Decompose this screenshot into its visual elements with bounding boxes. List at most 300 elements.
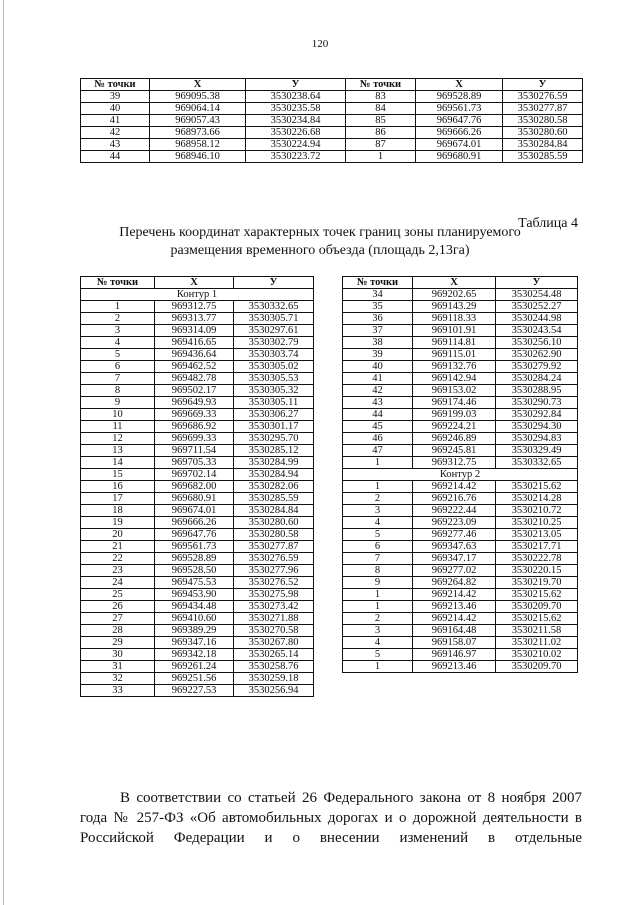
table-cell: 969202.65 bbox=[413, 289, 496, 301]
table-cell: 3530223.72 bbox=[246, 151, 346, 163]
table-row bbox=[343, 661, 578, 673]
table-cell: 3530262.90 bbox=[496, 349, 578, 361]
table-cell: 969342.18 bbox=[155, 649, 234, 661]
table-cell: 969224.21 bbox=[413, 421, 496, 433]
table-cell: 969245.81 bbox=[413, 445, 496, 457]
table-cell: 969118.33 bbox=[413, 313, 496, 325]
table-cell: 969153.02 bbox=[413, 385, 496, 397]
table-cell: 968958.12 bbox=[150, 139, 246, 151]
table-row bbox=[81, 409, 314, 421]
table-cell: 3530302.79 bbox=[234, 337, 314, 349]
table-cell: 969115.01 bbox=[413, 349, 496, 361]
table-cell: 3530329.49 bbox=[496, 445, 578, 457]
table-cell: 3530280.58 bbox=[503, 115, 583, 127]
table-row bbox=[81, 637, 314, 649]
table-cell: 3530213.05 bbox=[496, 529, 578, 541]
table-cell: 10 bbox=[81, 409, 155, 421]
table-row bbox=[81, 445, 314, 457]
table-cell: 39 bbox=[81, 91, 150, 103]
table-cell: 3530267.80 bbox=[234, 637, 314, 649]
table-cell: 9 bbox=[81, 397, 155, 409]
table-row bbox=[343, 529, 578, 541]
table-cell: 45 bbox=[343, 421, 413, 433]
table-cell: 40 bbox=[81, 103, 150, 115]
table-row bbox=[81, 385, 314, 397]
table-cell: 46 bbox=[343, 433, 413, 445]
table-cell: 3530252.27 bbox=[496, 301, 578, 313]
table-cell: 30 bbox=[81, 649, 155, 661]
paragraph-line: года № 257-ФЗ «Об автомобильных дорогах и о дорожной деятельности в bbox=[80, 810, 582, 826]
table-cell: 27 bbox=[81, 613, 155, 625]
table-cell: 21 bbox=[81, 541, 155, 553]
table-row bbox=[81, 481, 314, 493]
table-cell: 3530224.94 bbox=[246, 139, 346, 151]
table-cell: 41 bbox=[81, 115, 150, 127]
table-cell: 3530285.59 bbox=[234, 493, 314, 505]
table-cell: 3530305.53 bbox=[234, 373, 314, 385]
table-cell: 3530220.15 bbox=[496, 565, 578, 577]
table-cell: 3530259.18 bbox=[234, 673, 314, 685]
table-cell: 16 bbox=[81, 481, 155, 493]
table-cell: 969095.38 bbox=[150, 91, 246, 103]
table-cell: 3530234.84 bbox=[246, 115, 346, 127]
table-cell: 3530235.58 bbox=[246, 103, 346, 115]
table-cell: 3530280.58 bbox=[234, 529, 314, 541]
table-cell: 3530222.78 bbox=[496, 553, 578, 565]
column-header: У bbox=[246, 79, 346, 91]
table-row bbox=[343, 421, 578, 433]
table-cell: 3530219.70 bbox=[496, 577, 578, 589]
table-cell: 969227.53 bbox=[155, 685, 234, 697]
table-row bbox=[81, 421, 314, 433]
table-cell: 3530305.11 bbox=[234, 397, 314, 409]
table-row bbox=[343, 493, 578, 505]
table-row bbox=[81, 313, 314, 325]
coordinates-table-left bbox=[80, 276, 314, 697]
table-cell: 41 bbox=[343, 373, 413, 385]
table-cell: 1 bbox=[81, 301, 155, 313]
table-cell: 13 bbox=[81, 445, 155, 457]
table-cell: 14 bbox=[81, 457, 155, 469]
table-cell: 3530271.88 bbox=[234, 613, 314, 625]
table-row bbox=[343, 541, 578, 553]
table-cell: 3530244.98 bbox=[496, 313, 578, 325]
table-cell: 3530243.54 bbox=[496, 325, 578, 337]
table-cell: 23 bbox=[81, 565, 155, 577]
table-cell: 3530284.94 bbox=[234, 469, 314, 481]
table-cell: 43 bbox=[343, 397, 413, 409]
table-cell: 3530294.83 bbox=[496, 433, 578, 445]
table-cell: 6 bbox=[81, 361, 155, 373]
table-cell: 86 bbox=[346, 127, 416, 139]
table-row bbox=[81, 337, 314, 349]
table-cell: 3530280.60 bbox=[234, 517, 314, 529]
table-cell: 969199.03 bbox=[413, 409, 496, 421]
table-cell: 37 bbox=[343, 325, 413, 337]
table-cell: 969561.73 bbox=[416, 103, 503, 115]
table-row bbox=[343, 337, 578, 349]
table-cell: 969389.29 bbox=[155, 625, 234, 637]
table-cell: 12 bbox=[81, 433, 155, 445]
table-cell: 40 bbox=[343, 361, 413, 373]
table-cell: 3530276.59 bbox=[503, 91, 583, 103]
table-cell: 25 bbox=[81, 589, 155, 601]
table-cell: 3530277.87 bbox=[234, 541, 314, 553]
table-cell: 968973.66 bbox=[150, 127, 246, 139]
table-cell: 3530332.65 bbox=[496, 457, 578, 469]
table-cell: 3530226.68 bbox=[246, 127, 346, 139]
table-cell: 1 bbox=[343, 481, 413, 493]
table-cell: 3530209.70 bbox=[496, 661, 578, 673]
table-cell: 3530256.94 bbox=[234, 685, 314, 697]
table-cell: 969686.92 bbox=[155, 421, 234, 433]
column-header: X bbox=[413, 277, 496, 289]
table-cell: 3530301.17 bbox=[234, 421, 314, 433]
table-cell: 17 bbox=[81, 493, 155, 505]
table-cell: 969647.76 bbox=[416, 115, 503, 127]
column-header: У bbox=[503, 79, 583, 91]
table-row bbox=[81, 589, 314, 601]
table-cell: 969666.26 bbox=[155, 517, 234, 529]
table-cell: 1 bbox=[343, 601, 413, 613]
table-row bbox=[81, 457, 314, 469]
section-title bbox=[60, 224, 580, 260]
table-row bbox=[81, 673, 314, 685]
table-row bbox=[81, 91, 583, 103]
table-cell: 3530270.58 bbox=[234, 625, 314, 637]
table-cell: 3530238.64 bbox=[246, 91, 346, 103]
table-cell: 3530265.14 bbox=[234, 649, 314, 661]
table-cell: 3530305.71 bbox=[234, 313, 314, 325]
page-number: 120 bbox=[311, 38, 329, 50]
table-row bbox=[343, 649, 578, 661]
table-cell: 969347.63 bbox=[413, 541, 496, 553]
table-row bbox=[343, 613, 578, 625]
table-cell: 969174.46 bbox=[413, 397, 496, 409]
table-cell: 969277.46 bbox=[413, 529, 496, 541]
table-cell: 3530285.12 bbox=[234, 445, 314, 457]
table-row bbox=[81, 469, 314, 481]
table-caption: Таблица 4 bbox=[518, 216, 578, 231]
paragraph-line: В соответствии со статьей 26 Федерального закона от 8 ноября 2007 bbox=[120, 790, 582, 806]
table-cell: 34 bbox=[343, 289, 413, 301]
table-cell: 969214.42 bbox=[413, 613, 496, 625]
table-row bbox=[343, 517, 578, 529]
table-cell: 969680.91 bbox=[155, 493, 234, 505]
table-cell: 3530305.02 bbox=[234, 361, 314, 373]
table-cell: 3530254.48 bbox=[496, 289, 578, 301]
table-row bbox=[343, 289, 578, 301]
table-cell: 3530273.42 bbox=[234, 601, 314, 613]
table-row bbox=[343, 385, 578, 397]
table-cell: 969264.82 bbox=[413, 577, 496, 589]
table-row bbox=[343, 445, 578, 457]
table-cell: 22 bbox=[81, 553, 155, 565]
table-cell: 3530275.98 bbox=[234, 589, 314, 601]
table-cell: 3530210.02 bbox=[496, 649, 578, 661]
table-row bbox=[343, 553, 578, 565]
column-header: № точки bbox=[346, 79, 416, 91]
table-cell: 969482.78 bbox=[155, 373, 234, 385]
table-cell: 969528.89 bbox=[155, 553, 234, 565]
table-cell: 11 bbox=[81, 421, 155, 433]
table-cell: 969214.42 bbox=[413, 589, 496, 601]
coordinates-table-right bbox=[342, 276, 578, 673]
contour-label: Контур 1 bbox=[81, 289, 314, 301]
table-header-row bbox=[343, 277, 578, 289]
table-row bbox=[81, 661, 314, 673]
table-row bbox=[81, 553, 314, 565]
table-cell: 969410.60 bbox=[155, 613, 234, 625]
table-cell: 26 bbox=[81, 601, 155, 613]
table-cell: 3530214.28 bbox=[496, 493, 578, 505]
table-cell: 4 bbox=[343, 517, 413, 529]
table-cell: 969347.17 bbox=[413, 553, 496, 565]
table-cell: 5 bbox=[343, 529, 413, 541]
table-cell: 5 bbox=[343, 649, 413, 661]
table-cell: 3530332.65 bbox=[234, 301, 314, 313]
table-row bbox=[343, 601, 578, 613]
table-cell: 28 bbox=[81, 625, 155, 637]
table-cell: 969057.43 bbox=[150, 115, 246, 127]
table-cell: 969261.24 bbox=[155, 661, 234, 673]
table-cell: 19 bbox=[81, 517, 155, 529]
table-cell: 1 bbox=[343, 589, 413, 601]
table-cell: 5 bbox=[81, 349, 155, 361]
table-cell: 3530211.58 bbox=[496, 625, 578, 637]
table-row bbox=[81, 397, 314, 409]
table-row bbox=[343, 349, 578, 361]
table-cell: 3530209.70 bbox=[496, 601, 578, 613]
table-row bbox=[81, 433, 314, 445]
section-title-line: размещения временного объезда (площадь 2,13га) bbox=[170, 243, 470, 258]
column-header: № точки bbox=[81, 79, 150, 91]
table-cell: 969453.90 bbox=[155, 589, 234, 601]
table-cell: 969064.14 bbox=[150, 103, 246, 115]
table-row bbox=[343, 373, 578, 385]
table-cell: 969251.56 bbox=[155, 673, 234, 685]
table-cell: 2 bbox=[343, 613, 413, 625]
table-cell: 3530210.72 bbox=[496, 505, 578, 517]
table-row bbox=[343, 361, 578, 373]
table-cell: 969164.48 bbox=[413, 625, 496, 637]
table-cell: 969143.29 bbox=[413, 301, 496, 313]
table-header-row bbox=[81, 277, 314, 289]
table-cell: 969674.01 bbox=[416, 139, 503, 151]
table-cell: 15 bbox=[81, 469, 155, 481]
table-cell: 42 bbox=[81, 127, 150, 139]
table-cell: 969475.53 bbox=[155, 577, 234, 589]
coordinates-table-continued bbox=[80, 78, 583, 163]
scan-edge-line bbox=[3, 0, 4, 905]
table-cell: 969223.09 bbox=[413, 517, 496, 529]
table-cell: 83 bbox=[346, 91, 416, 103]
table-row bbox=[343, 397, 578, 409]
table-row bbox=[81, 301, 314, 313]
column-header: X bbox=[155, 277, 234, 289]
table-row bbox=[343, 589, 578, 601]
table-cell: 39 bbox=[343, 349, 413, 361]
table-row bbox=[343, 301, 578, 313]
table-cell: 3530215.62 bbox=[496, 613, 578, 625]
table-cell: 969711.54 bbox=[155, 445, 234, 457]
table-row bbox=[343, 313, 578, 325]
table-cell: 969312.75 bbox=[155, 301, 234, 313]
table-cell: 3530297.61 bbox=[234, 325, 314, 337]
table-cell: 3530303.74 bbox=[234, 349, 314, 361]
table-cell: 31 bbox=[81, 661, 155, 673]
table-cell: 7 bbox=[81, 373, 155, 385]
table-cell: 3530276.52 bbox=[234, 577, 314, 589]
table-row bbox=[81, 577, 314, 589]
column-header: № точки bbox=[343, 277, 413, 289]
table-cell: 969213.46 bbox=[413, 601, 496, 613]
table-cell: 3530276.59 bbox=[234, 553, 314, 565]
table-row bbox=[81, 601, 314, 613]
table-row bbox=[81, 103, 583, 115]
table-row bbox=[81, 529, 314, 541]
table-cell: 44 bbox=[343, 409, 413, 421]
section-title-line: Перечень координат характерных точек границ зоны планируемого bbox=[119, 225, 521, 240]
table-cell: 3530277.96 bbox=[234, 565, 314, 577]
table-cell: 9 bbox=[343, 577, 413, 589]
table-row bbox=[81, 373, 314, 385]
table-cell: 969705.33 bbox=[155, 457, 234, 469]
table-row bbox=[81, 625, 314, 637]
table-row bbox=[81, 151, 583, 163]
table-cell: 3530285.59 bbox=[503, 151, 583, 163]
table-cell: 969313.77 bbox=[155, 313, 234, 325]
table-cell: 7 bbox=[343, 553, 413, 565]
table-row bbox=[81, 115, 583, 127]
contour-row bbox=[343, 469, 578, 481]
table-cell: 969222.44 bbox=[413, 505, 496, 517]
table-cell: 3530210.25 bbox=[496, 517, 578, 529]
table-cell: 3530256.10 bbox=[496, 337, 578, 349]
table-cell: 3530290.73 bbox=[496, 397, 578, 409]
table-cell: 20 bbox=[81, 529, 155, 541]
table-cell: 969246.89 bbox=[413, 433, 496, 445]
column-header: № точки bbox=[81, 277, 155, 289]
table-cell: 968946.10 bbox=[150, 151, 246, 163]
table-cell: 3530215.62 bbox=[496, 589, 578, 601]
table-row bbox=[343, 565, 578, 577]
table-cell: 33 bbox=[81, 685, 155, 697]
table-cell: 3530284.84 bbox=[503, 139, 583, 151]
table-cell: 43 bbox=[81, 139, 150, 151]
table-cell: 3530280.60 bbox=[503, 127, 583, 139]
table-cell: 969561.73 bbox=[155, 541, 234, 553]
table-cell: 4 bbox=[81, 337, 155, 349]
table-cell: 969434.48 bbox=[155, 601, 234, 613]
table-row bbox=[81, 349, 314, 361]
table-cell: 35 bbox=[343, 301, 413, 313]
table-cell: 1 bbox=[346, 151, 416, 163]
table-cell: 3 bbox=[343, 505, 413, 517]
table-cell: 29 bbox=[81, 637, 155, 649]
table-cell: 969312.75 bbox=[413, 457, 496, 469]
table-cell: 3530277.87 bbox=[503, 103, 583, 115]
table-cell: 1 bbox=[343, 661, 413, 673]
table-row bbox=[81, 139, 583, 151]
table-row bbox=[81, 541, 314, 553]
table-cell: 38 bbox=[343, 337, 413, 349]
table-cell: 969146.97 bbox=[413, 649, 496, 661]
table-cell: 969416.65 bbox=[155, 337, 234, 349]
table-cell: 47 bbox=[343, 445, 413, 457]
table-cell: 87 bbox=[346, 139, 416, 151]
table-cell: 3530306.27 bbox=[234, 409, 314, 421]
table-cell: 969158.07 bbox=[413, 637, 496, 649]
table-row bbox=[343, 433, 578, 445]
table-cell: 6 bbox=[343, 541, 413, 553]
table-cell: 969647.76 bbox=[155, 529, 234, 541]
table-cell: 85 bbox=[346, 115, 416, 127]
table-row bbox=[343, 625, 578, 637]
table-row bbox=[81, 361, 314, 373]
table-cell: 3530215.62 bbox=[496, 481, 578, 493]
table-cell: 1 bbox=[343, 457, 413, 469]
table-row bbox=[81, 325, 314, 337]
table-cell: 969132.76 bbox=[413, 361, 496, 373]
table-cell: 36 bbox=[343, 313, 413, 325]
table-cell: 969462.52 bbox=[155, 361, 234, 373]
table-cell: 3530294.30 bbox=[496, 421, 578, 433]
table-row bbox=[343, 325, 578, 337]
table-row bbox=[81, 649, 314, 661]
table-cell: 969216.76 bbox=[413, 493, 496, 505]
table-cell: 3530282.06 bbox=[234, 481, 314, 493]
table-cell: 969674.01 bbox=[155, 505, 234, 517]
table-row bbox=[81, 613, 314, 625]
contour-label: Контур 2 bbox=[343, 469, 578, 481]
table-header-row bbox=[81, 79, 583, 91]
table-cell: 969214.42 bbox=[413, 481, 496, 493]
table-row bbox=[81, 685, 314, 697]
table-cell: 969699.33 bbox=[155, 433, 234, 445]
table-cell: 8 bbox=[343, 565, 413, 577]
table-row bbox=[343, 457, 578, 469]
table-cell: 3530288.95 bbox=[496, 385, 578, 397]
table-cell: 969682.00 bbox=[155, 481, 234, 493]
table-cell: 3530284.84 bbox=[234, 505, 314, 517]
table-cell: 969649.93 bbox=[155, 397, 234, 409]
table-cell: 969528.50 bbox=[155, 565, 234, 577]
table-cell: 3530258.76 bbox=[234, 661, 314, 673]
table-row bbox=[81, 517, 314, 529]
table-cell: 32 bbox=[81, 673, 155, 685]
table-cell: 969101.91 bbox=[413, 325, 496, 337]
table-cell: 44 bbox=[81, 151, 150, 163]
table-cell: 969213.46 bbox=[413, 661, 496, 673]
table-cell: 42 bbox=[343, 385, 413, 397]
table-cell: 3530295.70 bbox=[234, 433, 314, 445]
table-cell: 969314.09 bbox=[155, 325, 234, 337]
table-cell: 969114.81 bbox=[413, 337, 496, 349]
table-cell: 18 bbox=[81, 505, 155, 517]
paragraph-line: Российской Федерации и о внесении изменений в отдельные bbox=[80, 830, 582, 846]
table-row bbox=[81, 493, 314, 505]
table-row bbox=[343, 505, 578, 517]
table-cell: 969528.89 bbox=[416, 91, 503, 103]
table-cell: 969680.91 bbox=[416, 151, 503, 163]
table-cell: 969666.26 bbox=[416, 127, 503, 139]
table-cell: 969436.64 bbox=[155, 349, 234, 361]
table-cell: 84 bbox=[346, 103, 416, 115]
table-cell: 3530284.99 bbox=[234, 457, 314, 469]
table-cell: 3530279.92 bbox=[496, 361, 578, 373]
table-cell: 969347.16 bbox=[155, 637, 234, 649]
